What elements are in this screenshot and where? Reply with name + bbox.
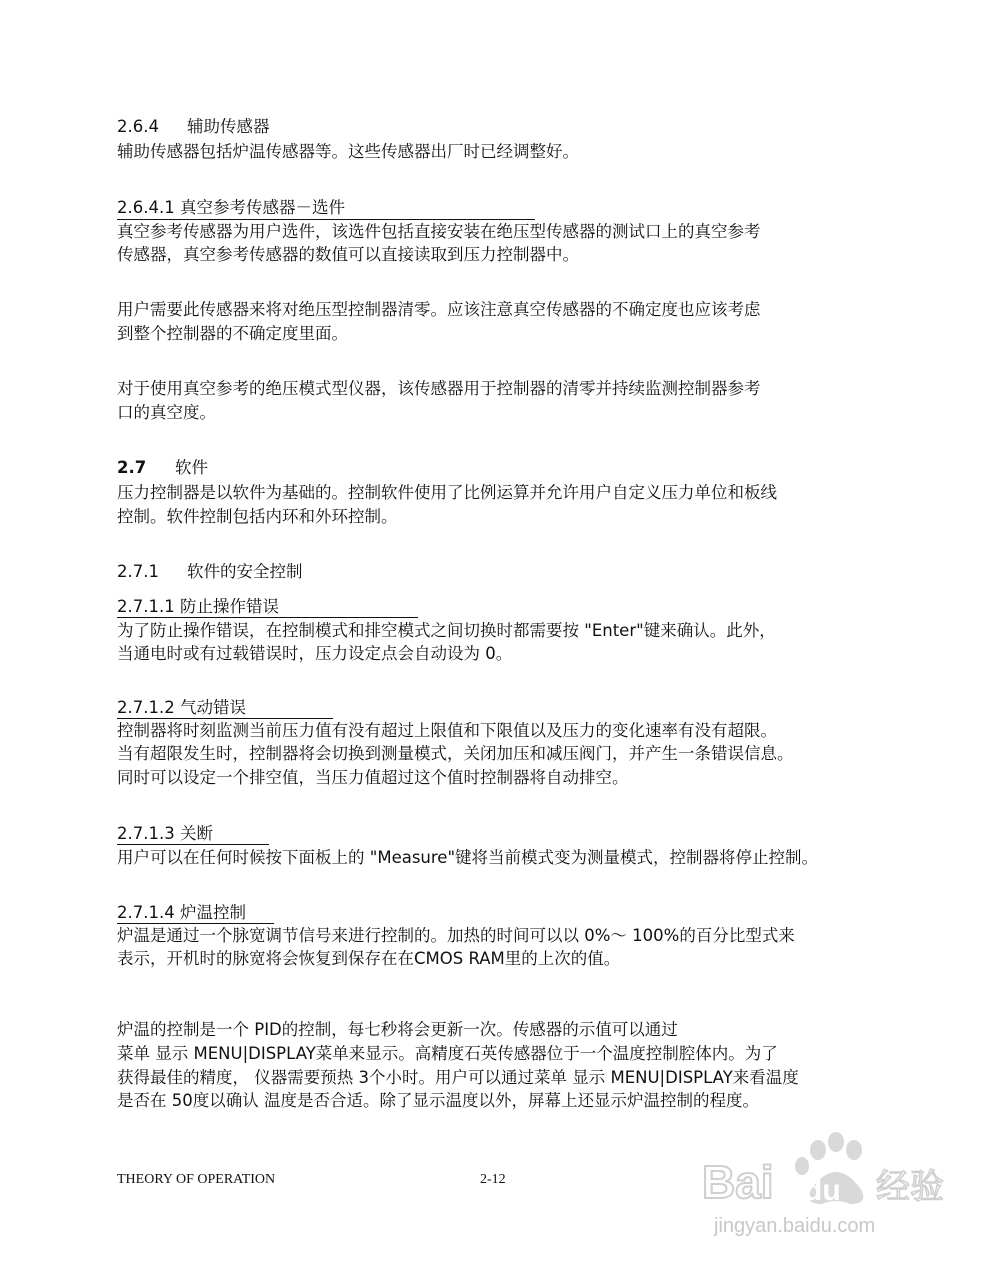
watermark-brand2-text: du — [804, 1174, 841, 1207]
section-heading-2-7-1-2: 2.7.1.2 气动错误 — [117, 698, 246, 717]
para-pid-line-1: 炉温的控制是一个 PID的控制，每七秒将会更新一次。传感器的示值可以通过 — [117, 1020, 678, 1039]
section-2-6-4-1-line-2: 传感器，真空参考传感器的数值可以直接读取到压力控制器中。 — [117, 245, 579, 264]
section-2-6-4-1-line-1: 真空参考传感器为用户选件，该选件包括直接安装在绝压型传感器的测试口上的真空参考 — [117, 222, 761, 241]
para-vacuum-line-2: 口的真空度。 — [117, 403, 216, 422]
section-2-7-1-3-line-1: 用户可以在任何时候按下面板上的 "Measure"键将当前模式变为测量模式，控制器将停止控制。 — [117, 848, 819, 867]
section-2-7-1-4-line-1: 炉温是通过一个脉宽调节信号来进行控制的。加热的时间可以以 0%～ 100%的百分比型式来 — [117, 926, 795, 945]
section-heading-2-6-4: 2.6.4 辅助传感器 — [117, 117, 270, 136]
section-heading-2-7-1-3: 2.7.1.3 关断 — [117, 824, 213, 843]
section-2-7-1-4-line-2: 表示，开机时的脉宽将会恢复到保存在在CMOS RAM里的上次的值。 — [117, 949, 621, 968]
section-heading-2-7-1-4: 2.7.1.4 炉温控制 — [117, 903, 246, 922]
heading-underline — [117, 617, 418, 618]
section-2-7-1-1-line-1: 为了防止操作错误，在控制模式和排空模式之间切换时都需要按 "Enter"键来确认。此外， — [117, 621, 776, 640]
watermark-url-text: jingyan.baidu.com — [714, 1215, 876, 1237]
section-2-7-1-2-line-3: 同时可以设定一个排空值，当压力值超过这个值时控制器将自动排空。 — [117, 768, 629, 787]
heading-underline — [117, 844, 269, 845]
section-2-7-line-1: 压力控制器是以软件为基础的。控制软件使用了比例运算并允许用户自定义压力单位和板线 — [117, 483, 777, 502]
baidu-paw-logo-icon — [700, 1128, 960, 1238]
section-2-7-1-2-line-1: 控制器将时刻监测当前压力值有没有超过上限值和下限值以及压力的变化速率有没有超限。 — [117, 721, 777, 740]
para-pid-line-3: 获得最佳的精度， 仪器需要预热 3个小时。用户可以通过菜单 显示 MENU|DISPLAY来看温度 — [117, 1068, 799, 1087]
section-2-7-1-1-line-2: 当通电时或有过载错误时，压力设定点会自动设为 0。 — [117, 644, 513, 663]
footer-title: THEORY OF OPERATION — [117, 1172, 276, 1187]
para-vacuum-line-1: 对于使用真空参考的绝压模式型仪器，该传感器用于控制器的清零并持续监测控制器参考 — [117, 379, 761, 398]
section-heading-2-6-4-1: 2.6.4.1 真空参考传感器－选件 — [117, 198, 345, 217]
section-2-6-4-text: 辅助传感器包括炉温传感器等。这些传感器出厂时已经调整好。 — [117, 142, 579, 161]
section-2-7-1-2-line-2: 当有超限发生时，控制器将会切换到测量模式，关闭加压和减压阀门，并产生一条错误信息。 — [117, 744, 794, 763]
para-zero-line-2: 到整个控制器的不确定度里面。 — [117, 324, 348, 343]
section-2-7-line-2: 控制。软件控制包括内环和外环控制。 — [117, 507, 398, 526]
watermark-cn-text: 经验 — [876, 1167, 944, 1207]
page-number: 2-12 — [480, 1172, 506, 1187]
watermark-brand-text: Bai — [702, 1156, 774, 1208]
para-zero-line-1: 用户需要此传感器来将对绝压型控制器清零。应该注意真空传感器的不确定度也应该考虑 — [117, 300, 761, 319]
section-heading-2-7: 2.7 软件 — [117, 458, 208, 477]
para-pid-line-4: 是否在 50度以确认 温度是否合适。除了显示温度以外，屏幕上还显示炉温控制的程度。 — [117, 1091, 759, 1110]
section-heading-2-7-1: 2.7.1 软件的安全控制 — [117, 562, 303, 581]
section-heading-2-7-1-1: 2.7.1.1 防止操作错误 — [117, 597, 279, 616]
baidu-jingyan-watermark — [700, 1128, 960, 1238]
para-pid-line-2: 菜单 显示 MENU|DISPLAY菜单来显示。高精度石英传感器位于一个温度控制腔体内。为了 — [117, 1044, 778, 1063]
